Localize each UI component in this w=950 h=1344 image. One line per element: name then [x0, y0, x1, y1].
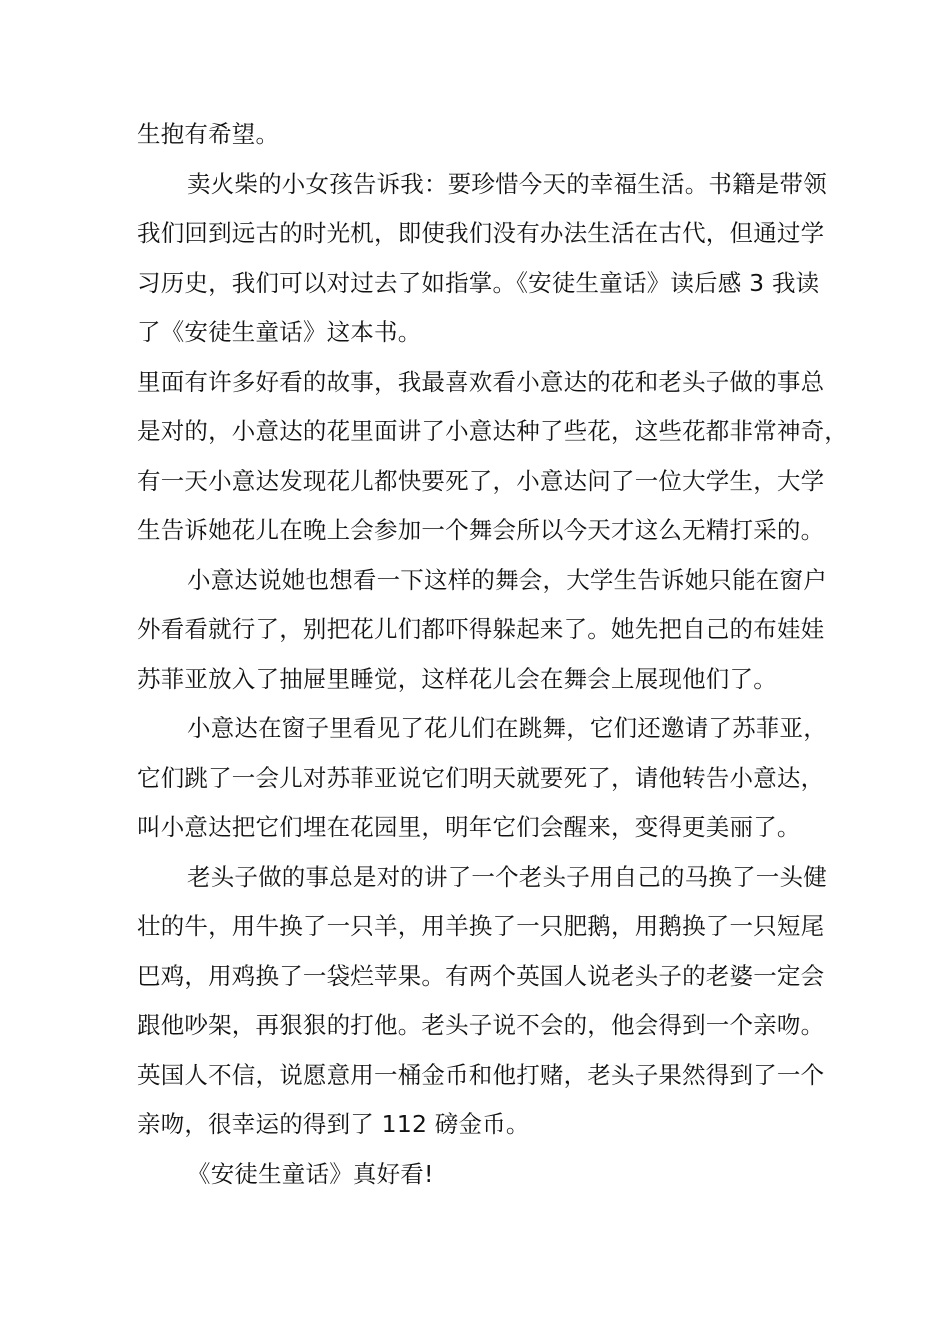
text-line: 巴鸡，用鸡换了一袋烂苹果。有两个英国人说老头子的老婆一定会 — [137, 961, 825, 990]
text-line: 习历史，我们可以对过去了如指掌。《安徒生童话》读后感 3 我读 — [137, 268, 820, 297]
text-line: 苏菲亚放入了抽屉里睡觉，这样花儿会在舞会上展现他们了。 — [137, 664, 777, 693]
body-text — [137, 110, 848, 1199]
text-line: 生告诉她花儿在晚上会参加一个舞会所以今天才这么无精打采的。 — [137, 516, 825, 544]
text-line: 有一天小意达发现花儿都快要死了，小意达问了一位大学生，大学 — [137, 466, 825, 495]
text-line: 里面有许多好看的故事，我最喜欢看小意达的花和老头子做的事总 — [137, 367, 825, 396]
text-line: 叫小意达把它们埋在花园里，明年它们会醒来，变得更美丽了。 — [137, 813, 801, 841]
text-line: 老头子做的事总是对的讲了一个老头子用自己的马换了一头健 — [187, 862, 827, 891]
text-line: 生抱有希望。 — [137, 120, 280, 148]
text-line: 小意达在窗子里看见了花儿们在跳舞，它们还邀请了苏菲亚， — [187, 714, 827, 742]
text-line: 外看看就行了，别把花儿们都吓得躲起来了。她先把自己的布娃娃 — [137, 615, 825, 643]
text-line: 壮的牛，用牛换了一只羊，用羊换了一只肥鹅，用鹅换了一只短尾 — [137, 912, 825, 940]
text-line: 小意达说她也想看一下这样的舞会，大学生告诉她只能在窗户 — [187, 565, 827, 594]
text-line: 它们跳了一会儿对苏菲亚说它们明天就要死了，请他转告小意达， — [137, 763, 825, 792]
text-line: 卖火柴的小女孩告诉我：要珍惜今天的幸福生活。书籍是带领 — [187, 169, 827, 198]
text-line: 是对的，小意达的花里面讲了小意达种了些花，这些花都非常神奇， — [137, 417, 848, 445]
text-line: 跟他吵架，再狠狠的打他。老头子说不会的，他会得到一个亲吻。 — [137, 1011, 825, 1039]
text-line: 《安徒生童话》真好看! — [187, 1159, 434, 1188]
text-line: 亲吻，很幸运的得到了 112 磅金币。 — [137, 1110, 530, 1138]
text-line: 我们回到远古的时光机，即使我们没有办法生活在古代，但通过学 — [137, 219, 825, 247]
text-line: 了《安徒生童话》这本书。 — [137, 318, 422, 346]
text-line: 英国人不信，说愿意用一桶金币和他打赌，老头子果然得到了一个 — [137, 1060, 825, 1089]
